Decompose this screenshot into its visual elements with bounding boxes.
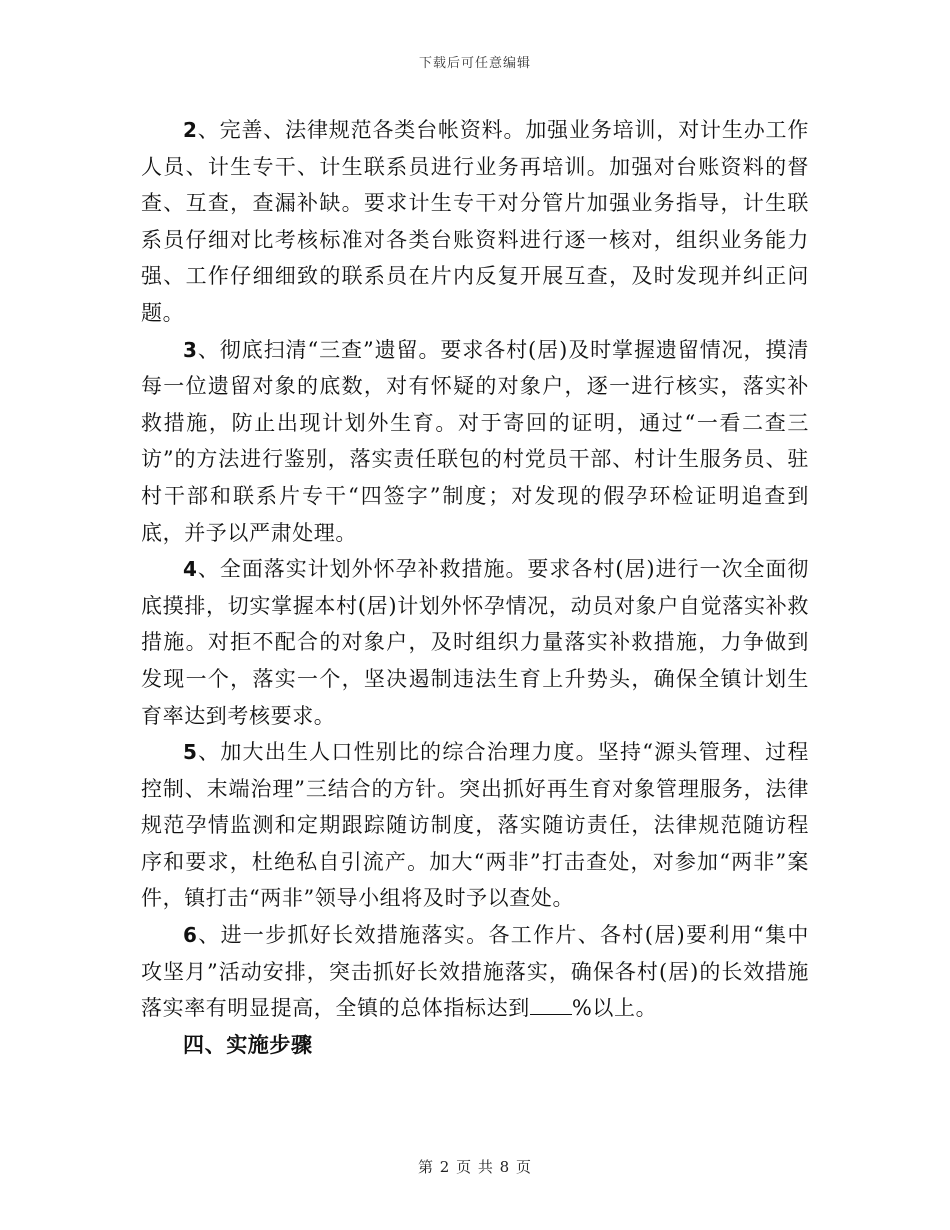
paragraph-tail: %以上。 [571,996,658,1021]
paragraph-item-5 [141,734,809,917]
paragraph-item-4 [141,551,809,734]
paragraph-text: 、进一步抓好长效措施落实。各工作片、各村(居)要利用“集中攻坚月”活动安排，突击抓好长效措施落实，确保各村(居)的长效措施落实率有明显提高，全镇的总体指标达到 [141,923,809,1021]
paragraph-text: 、彻底扫清“三查”遗留。要求各村(居)及时掌握遗留情况，摸清每一位遗留对象的底数，对有怀疑的对象户，逐一进行核实，落实补救措施，防止出现计划外生育。对于寄回的证明，通过“一看二查三访”的方法进行鉴别，落实责任联包的村党员干部、村计生服务员、驻村干部和联系片专干“四签字”制度；对发现的假孕环检证明追查到底，并予以严肃处理。 [141,337,809,545]
section-heading: 四、实施步骤 [183,1032,313,1057]
fill-in-blank [530,996,572,1015]
paragraph-number: 2 [183,118,198,142]
paragraph-item-6 [141,917,809,1027]
paragraph-item-2 [141,112,809,332]
paragraph-text: 、完善、法律规范各类台帐资料。加强业务培训，对计生办工作人员、计生专干、计生联系员进行业务再培训。加强对台账资料的督查、互查，查漏补缺。要求计生专干对分管片加强业务指导，计生联系员仔细对比考核标准对各类台账资料进行逐一核对，组织业务能力强、工作仔细细致的联系员在片内反复开展互查，及时发现并纠正问题。 [141,118,809,325]
paragraph-number: 5 [183,740,198,765]
paragraph-number: 3 [183,337,198,362]
paragraph-number: 4 [183,557,198,582]
paragraph-number: 6 [183,923,198,948]
paragraph-text: 、加大出生人口性别比的综合治理力度。坚持“源头管理、过程控制、末端治理”三结合的方针。突出抓好再生育对象管理服务，法律规范孕情监测和定期跟踪随访制度，落实随访责任，法律规范随访程序和要求，杜绝私自引流产。加大“两非”打击查处，对参加“两非”案件，镇打击“两非”领导小组将及时予以查处。 [141,740,809,911]
paragraph-item-3 [141,332,809,552]
page-header-note: 下载后可任意编辑 [418,56,531,71]
document-body [141,112,809,1063]
page-footer: 第 2 页 共 8 页 [418,1158,532,1176]
paragraph-text: 、全面落实计划外怀孕补救措施。要求各村(居)进行一次全面彻底摸排，切实掌握本村(居)计划外怀孕情况，动员对象户自觉落实补救措施。对拒不配合的对象户，及时组织力量落实补救措施，力争做到发现一个，落实一个，坚决遏制违法生育上升势头，确保全镇计划生育率达到考核要求。 [141,557,809,728]
